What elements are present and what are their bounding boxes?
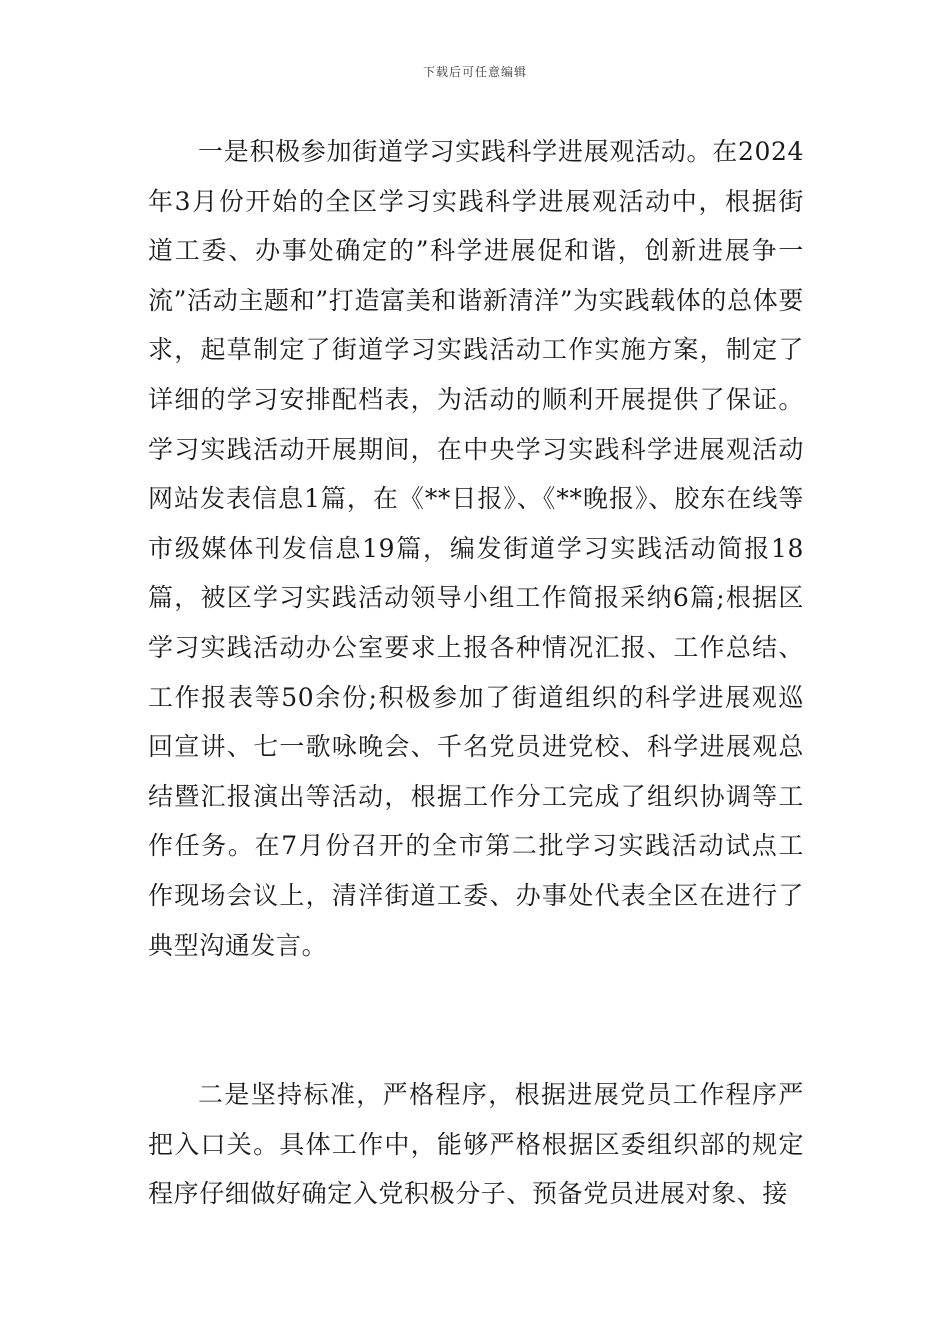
- document-paragraph-1: [148, 127, 804, 970]
- document-paragraph-2: [148, 1070, 804, 1219]
- page-header-note: 下载后可任意编辑: [422, 65, 527, 79]
- paragraph-text: 二是坚持标准，严格程序，根据进展党员工作程序严把入口关。具体工作中，能够严格根据区委组织部的规定程序仔细做好确定入党积极分子、预备党员进展对象、接: [148, 1080, 804, 1209]
- paragraph-text: 一是积极参加街道学习实践科学进展观活动。在2024年3月份开始的全区学习实践科学进展观活动中，根据街道工委、办事处确定的”科学进展促和谐，创新进展争一流”活动主题和”打造富美和谐新清洋”为实践载体的总体要求，起草制定了街道学习实践活动工作实施方案，制定了详细的学习安排配档表，为活动的顺利开展提供了保证。学习实践活动开展期间，在中央学习实践科学进展观活动网站发表信息1篇，在《**日报》、《**晚报》、胶东在线等市级媒体刊发信息19篇，编发街道学习实践活动简报18篇，被区学习实践活动领导小组工作简报采纳6篇;根据区学习实践活动办公室要求上报各种情况汇报、工作总结、工作报表等50余份;积极参加了街道组织的科学进展观巡回宣讲、七一歌咏晚会、千名党员进党校、科学进展观总结暨汇报演出等活动，根据工作分工完成了组织协调等工作任务。在7月份召开的全市第二批学习实践活动试点工作现场会议上，清洋街道工委、办事处代表全区在进行了典型沟通发言。: [148, 137, 804, 960]
